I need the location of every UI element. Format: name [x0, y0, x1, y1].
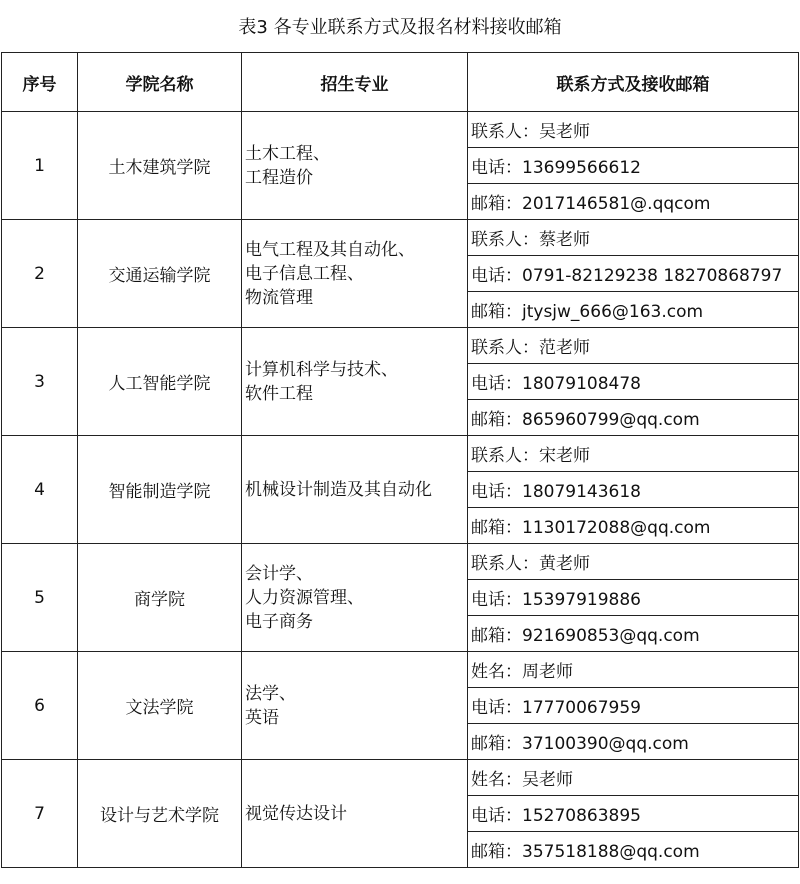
major-line: 会计学、	[245, 563, 313, 584]
major-line: 软件工程	[245, 383, 313, 404]
cell-contact: 邮箱：921690853@qq.com	[468, 616, 799, 652]
major-line: 视觉传达设计	[245, 803, 347, 824]
cell-contact: 电话：15397919886	[468, 580, 799, 616]
cell-index: 2	[2, 220, 78, 328]
cell-contact: 联系人：范老师	[468, 328, 799, 364]
major-line: 法学、	[245, 683, 296, 704]
table-row	[2, 112, 799, 148]
table-body	[2, 112, 799, 868]
cell-index: 6	[2, 652, 78, 760]
cell-contact: 姓名：周老师	[468, 652, 799, 688]
cell-index: 4	[2, 436, 78, 544]
cell-majors	[242, 436, 468, 544]
cell-majors	[242, 544, 468, 652]
table-row	[2, 436, 799, 472]
major-line: 英语	[245, 707, 279, 728]
header-index: 序号	[2, 53, 78, 112]
table-row	[2, 328, 799, 364]
cell-contact: 邮箱：jtysjw_666@163.com	[468, 292, 799, 328]
major-line: 人力资源管理、	[245, 587, 364, 608]
cell-college: 交通运输学院	[78, 220, 242, 328]
cell-majors	[242, 760, 468, 868]
major-line: 计算机科学与技术、	[245, 359, 398, 380]
major-line: 电子商务	[245, 611, 313, 632]
major-line: 土木工程、	[245, 143, 330, 164]
major-line: 工程造价	[245, 167, 313, 188]
cell-index: 5	[2, 544, 78, 652]
table-row	[2, 760, 799, 796]
cell-index: 7	[2, 760, 78, 868]
cell-contact: 邮箱：865960799@qq.com	[468, 400, 799, 436]
major-line: 电气工程及其自动化、	[245, 239, 415, 260]
cell-contact: 电话：17770067959	[468, 688, 799, 724]
table-row	[2, 652, 799, 688]
major-line: 电子信息工程、	[245, 263, 364, 284]
cell-contact: 电话：13699566612	[468, 148, 799, 184]
cell-contact: 邮箱：37100390@qq.com	[468, 724, 799, 760]
cell-contact: 联系人：蔡老师	[468, 220, 799, 256]
cell-majors	[242, 220, 468, 328]
header-row	[2, 53, 799, 112]
cell-index: 1	[2, 112, 78, 220]
major-line: 物流管理	[245, 287, 313, 308]
cell-contact: 电话：18079143618	[468, 472, 799, 508]
table-row	[2, 544, 799, 580]
cell-contact: 联系人：吴老师	[468, 112, 799, 148]
cell-contact: 邮箱：2017146581@.qqcom	[468, 184, 799, 220]
cell-majors	[242, 652, 468, 760]
cell-contact: 邮箱：357518188@qq.com	[468, 832, 799, 868]
major-line: 机械设计制造及其自动化	[245, 479, 432, 500]
header-majors: 招生专业	[242, 53, 468, 112]
cell-index: 3	[2, 328, 78, 436]
header-college: 学院名称	[78, 53, 242, 112]
cell-college: 文法学院	[78, 652, 242, 760]
cell-college: 人工智能学院	[78, 328, 242, 436]
cell-college: 智能制造学院	[78, 436, 242, 544]
cell-majors	[242, 328, 468, 436]
header-contact: 联系方式及接收邮箱	[468, 53, 799, 112]
cell-college: 土木建筑学院	[78, 112, 242, 220]
cell-majors	[242, 112, 468, 220]
cell-contact: 电话：18079108478	[468, 364, 799, 400]
cell-college: 商学院	[78, 544, 242, 652]
contact-table	[1, 52, 799, 868]
cell-contact: 姓名：吴老师	[468, 760, 799, 796]
cell-contact: 邮箱：1130172088@qq.com	[468, 508, 799, 544]
table-caption: 表3 各专业联系方式及报名材料接收邮箱	[238, 17, 562, 38]
cell-contact: 联系人：黄老师	[468, 544, 799, 580]
table-row	[2, 220, 799, 256]
cell-contact: 电话：15270863895	[468, 796, 799, 832]
cell-college: 设计与艺术学院	[78, 760, 242, 868]
cell-contact: 联系人：宋老师	[468, 436, 799, 472]
cell-contact: 电话：0791-82129238 18270868797	[468, 256, 799, 292]
